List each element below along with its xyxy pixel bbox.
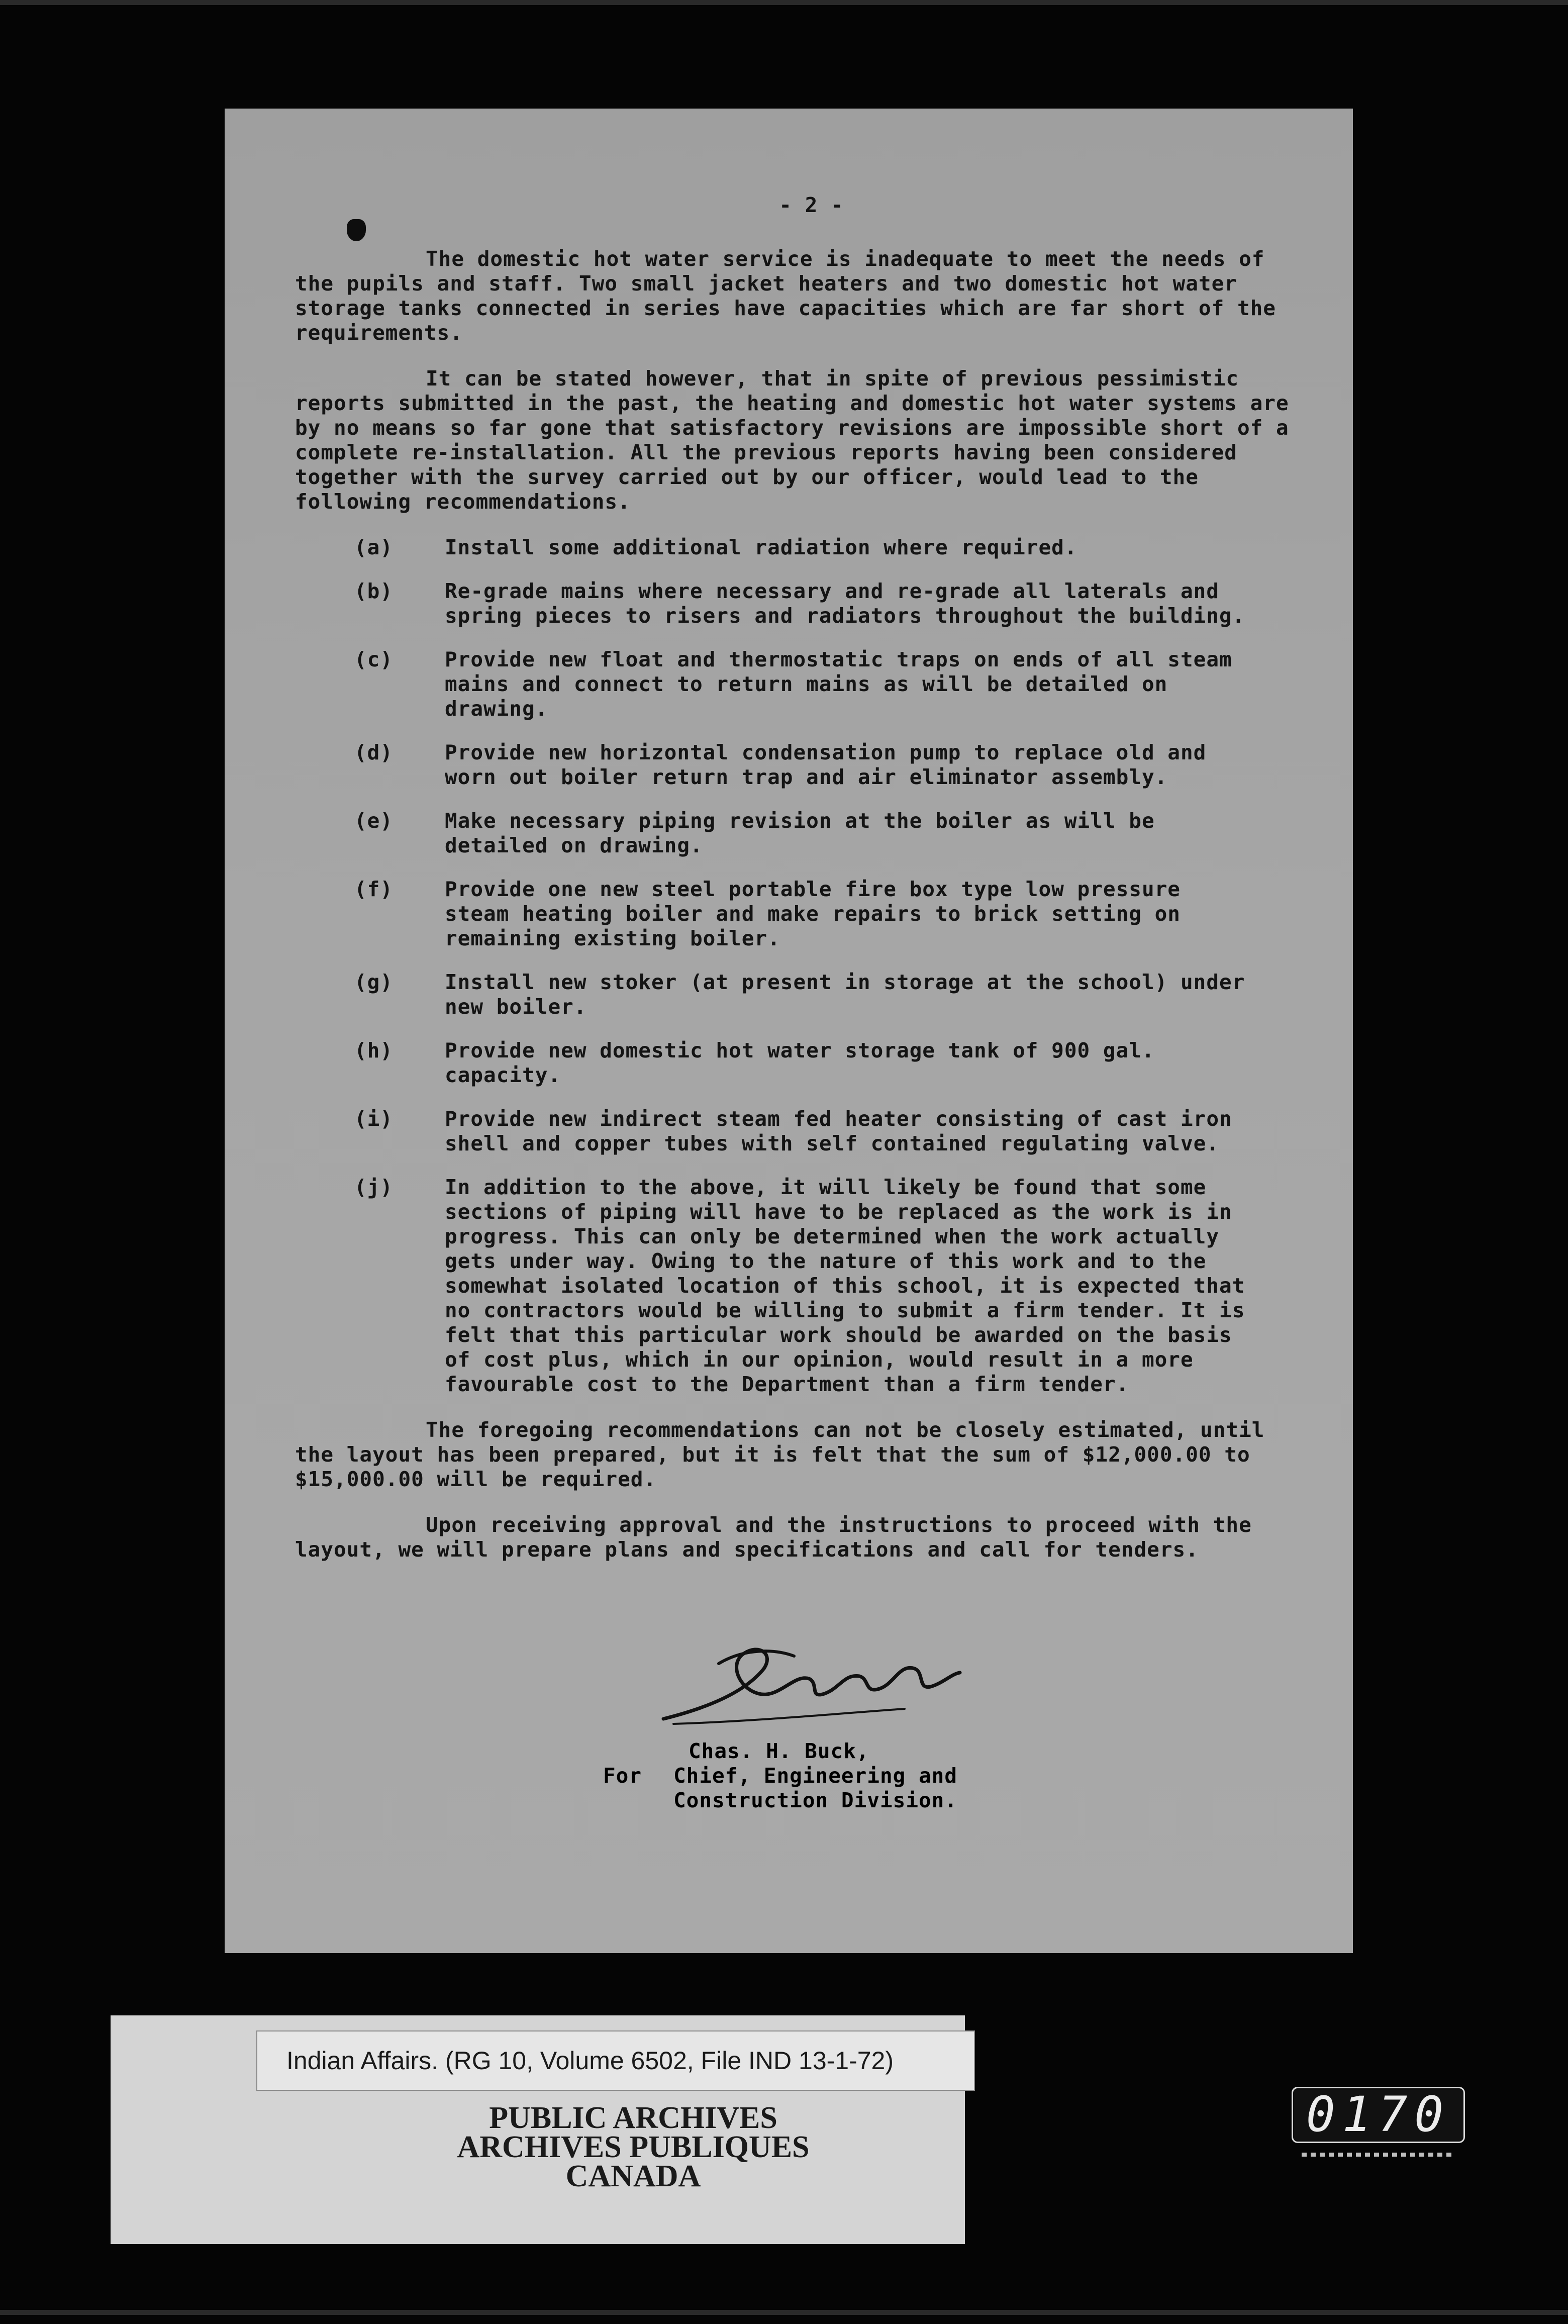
list-item <box>295 809 1293 858</box>
list-marker: (b) <box>354 579 394 603</box>
archives-line-2: ARCHIVES PUBLIQUES <box>457 2130 810 2164</box>
list-marker: (i) <box>354 1107 394 1131</box>
signatory-title-1: Chief, Engineering and <box>673 1764 958 1788</box>
list-marker: (e) <box>354 809 394 833</box>
list-item <box>295 740 1293 790</box>
paragraph-estimate: The foregoing recommendations can not be closely estimated, until the layout has been prepared, but it is felt that the sum of $12,000.00 to $15,000.00 will be required. <box>295 1418 1265 1491</box>
signature-text <box>603 1739 957 1813</box>
list-marker: (f) <box>354 877 394 901</box>
list-item <box>295 535 1293 560</box>
list-text: Provide new horizontal condensation pump to replace old and worn out boiler return trap and air eliminator assembly. <box>445 740 1207 789</box>
signature-for-label: For <box>603 1764 642 1788</box>
frame-number: 0170 <box>1292 2087 1465 2143</box>
archive-reference-label: Indian Affairs. (RG 10, Volume 6502, File IND 13-1-72) <box>256 2030 975 2091</box>
frame-counter-ticks <box>1302 2153 1452 2157</box>
list-item <box>295 970 1293 1019</box>
paragraph-assessment: It can be stated however, that in spite of previous pessimistic reports submitted in the past, the heating and domestic hot water systems are by no means so far gone that satisfactory revisions are impossible short of a complete re-installation. All the previous reports having been considered together with the survey carried out by our officer, would lead to the following recommendations. <box>295 366 1289 514</box>
list-marker: (d) <box>354 740 394 764</box>
list-marker: (c) <box>354 647 394 671</box>
list-text: Provide one new steel portable fire box type low pressure steam heating boiler and make repairs to brick setting on remaining existing boiler. <box>445 877 1181 950</box>
paragraph-next-steps: Upon receiving approval and the instructions to proceed with the layout, we will prepare plans and specifications and call for tenders. <box>295 1513 1252 1562</box>
list-text: Make necessary piping revision at the boiler as will be detailed on drawing. <box>445 809 1155 857</box>
film-top-edge <box>0 0 1568 5</box>
list-item <box>295 1175 1293 1397</box>
signature-details <box>673 1739 957 1813</box>
list-text: Provide new float and thermostatic traps on ends of all steam mains and connect to return mains as will be detailed on drawing. <box>445 647 1232 721</box>
list-text: Provide new domestic hot water storage tank of 900 gal. capacity. <box>445 1038 1155 1087</box>
list-marker: (a) <box>354 535 394 559</box>
list-marker: (j) <box>354 1175 394 1199</box>
paragraph-hot-water: The domestic hot water service is inadequate to meet the needs of the pupils and staff. Two small jacket heaters and two domestic hot water storage tanks connected in series have capacities which are far short of the requirements. <box>295 247 1276 345</box>
list-text: Re-grade mains where necessary and re-grade all laterals and spring pieces to risers and radiators throughout the building. <box>445 579 1245 628</box>
archives-stamp <box>417 2103 849 2191</box>
page-number: - 2 - <box>779 193 844 217</box>
film-bottom-edge <box>0 2310 1568 2315</box>
recommendations-list <box>295 535 1293 1397</box>
archives-line-1: PUBLIC ARCHIVES <box>489 2101 777 2135</box>
list-item <box>295 579 1293 628</box>
punch-hole-mark <box>347 219 366 241</box>
list-marker: (g) <box>354 970 394 994</box>
list-text: Install some additional radiation where required. <box>445 535 1077 559</box>
list-text: Install new stoker (at present in storage at the school) under new boiler. <box>445 970 1245 1019</box>
signatory-name: Chas. H. Buck, <box>689 1739 869 1763</box>
list-item <box>295 877 1293 951</box>
list-item <box>295 1107 1293 1156</box>
list-item <box>295 1038 1293 1088</box>
list-item <box>295 647 1293 721</box>
list-text: Provide new indirect steam fed heater consisting of cast iron shell and copper tubes with self contained regulating valve. <box>445 1107 1232 1155</box>
list-text: In addition to the above, it will likely be found that some sections of piping will have to be replaced as the work is in progress. This can only be determined when the work actually gets under way. Owing to the nature of this work and to the somewhat isolated location of this school, it is expected that no contractors would be willing to submit a firm tender. It is felt that this particular work should be awarded on the basis of cost plus, which in our opinion, would result in a more favourable cost to the Department than a firm tender. <box>445 1175 1245 1396</box>
signatory-title-2: Construction Division. <box>673 1788 958 1812</box>
handwritten-signature <box>643 1633 965 1734</box>
list-marker: (h) <box>354 1038 394 1062</box>
signature-block <box>603 1633 1106 1845</box>
archives-line-3: CANADA <box>565 2159 701 2193</box>
